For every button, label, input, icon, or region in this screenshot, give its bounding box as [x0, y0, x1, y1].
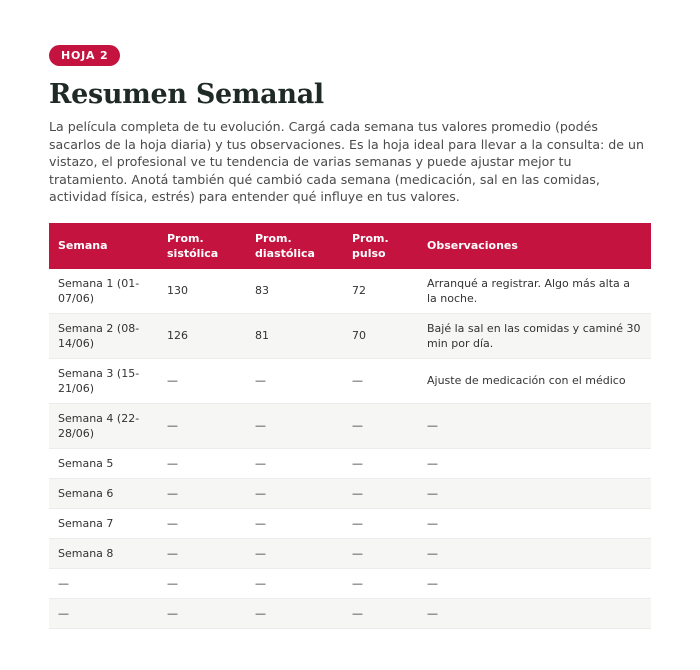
cell-systolic: — — [158, 508, 246, 538]
table-row — [49, 403, 651, 448]
cell-observations: Bajé la sal en las comidas y caminé 30 min por día. — [418, 313, 651, 358]
cell-systolic: — — [158, 568, 246, 598]
cell-diastolic: 81 — [246, 313, 343, 358]
cell-systolic: — — [158, 403, 246, 448]
cell-observations: — — [418, 448, 651, 478]
header-avg-pulse: Prom. pulso — [352, 231, 389, 260]
cell-systolic: — — [158, 478, 246, 508]
cell-week: Semana 2 (08-14/06) — [49, 313, 158, 358]
cell-week: — — [49, 598, 158, 628]
cell-pulse: — — [343, 478, 418, 508]
cell-week: Semana 6 — [49, 478, 158, 508]
cell-diastolic: — — [246, 538, 343, 568]
cell-systolic: — — [158, 598, 246, 628]
table-row — [49, 478, 651, 508]
cell-week: — — [49, 568, 158, 598]
cell-observations: — — [418, 568, 651, 598]
cell-diastolic: — — [246, 403, 343, 448]
weekly-summary-sheet — [49, 44, 651, 629]
cell-pulse: — — [343, 403, 418, 448]
cell-observations: — — [418, 403, 651, 448]
cell-diastolic: — — [246, 598, 343, 628]
cell-pulse: — — [343, 598, 418, 628]
table-row — [49, 508, 651, 538]
cell-systolic: 126 — [158, 313, 246, 358]
cell-diastolic: — — [246, 478, 343, 508]
cell-week: Semana 8 — [49, 538, 158, 568]
table-row — [49, 358, 651, 403]
header-avg-diastolic: Prom. diastólica — [255, 231, 315, 260]
cell-systolic: — — [158, 358, 246, 403]
cell-pulse: — — [343, 568, 418, 598]
page-title: Resumen Semanal — [49, 79, 324, 110]
cell-week: Semana 7 — [49, 508, 158, 538]
cell-pulse: — — [343, 508, 418, 538]
cell-diastolic: — — [246, 358, 343, 403]
cell-observations: Arranqué a registrar. Algo más alta a la noche. — [418, 269, 651, 314]
cell-diastolic: — — [246, 568, 343, 598]
table-row — [49, 538, 651, 568]
cell-pulse: 72 — [343, 269, 418, 314]
table-row — [49, 568, 651, 598]
header-observations: Observaciones — [427, 239, 518, 252]
table-row — [49, 313, 651, 358]
cell-week: Semana 4 (22-28/06) — [49, 403, 158, 448]
table-row — [49, 598, 651, 628]
table-row — [49, 448, 651, 478]
header-week: Semana — [58, 239, 108, 252]
cell-observations: Ajuste de medicación con el médico — [418, 358, 651, 403]
table-row — [49, 269, 651, 314]
cell-pulse: — — [343, 358, 418, 403]
cell-pulse: — — [343, 448, 418, 478]
cell-diastolic: — — [246, 448, 343, 478]
cell-observations: — — [418, 478, 651, 508]
cell-week: Semana 5 — [49, 448, 158, 478]
cell-diastolic: — — [246, 508, 343, 538]
table-header-row — [49, 223, 651, 269]
header-avg-systolic: Prom. sistólica — [167, 231, 219, 260]
sheet-badge: HOJA 2 — [49, 45, 120, 66]
cell-pulse: 70 — [343, 313, 418, 358]
cell-pulse: — — [343, 538, 418, 568]
cell-observations: — — [418, 538, 651, 568]
cell-week: Semana 3 (15-21/06) — [49, 358, 158, 403]
cell-diastolic: 83 — [246, 269, 343, 314]
cell-week: Semana 1 (01-07/06) — [49, 269, 158, 314]
weekly-summary-table — [49, 223, 651, 629]
intro-paragraph: La película completa de tu evolución. Cargá cada semana tus valores promedio (podés sacarlos de la hoja diaria) y tus observaciones. Es la hoja ideal para llevar a la consulta: de un vistazo, el profesional ve tu tendencia de varias semanas y puede ajustar mejor tu tratamiento. Anotá también qué cambió cada semana (medicación, sal en las comidas, actividad física, estrés) para entender qué influye en tus valores. — [49, 119, 644, 204]
cell-observations: — — [418, 508, 651, 538]
cell-systolic: 130 — [158, 269, 246, 314]
cell-systolic: — — [158, 538, 246, 568]
cell-observations: — — [418, 598, 651, 628]
cell-systolic: — — [158, 448, 246, 478]
